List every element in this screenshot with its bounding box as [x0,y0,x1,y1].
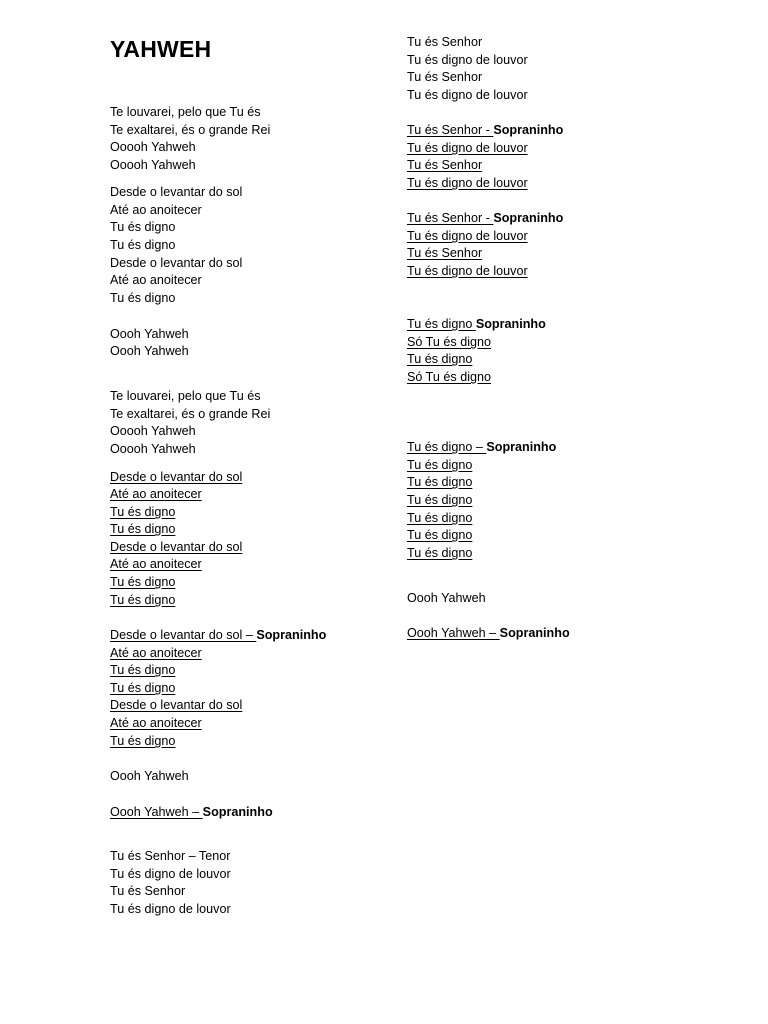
lyric-line [110,539,242,556]
lyric-text: Tu és Senhor [407,35,483,49]
song-title: YAHWEH [110,36,212,62]
lyric-line [110,804,273,821]
lyric-line [110,883,185,900]
lyric-text: Te exaltarei, és o grande Rei [110,407,271,421]
lyric-line [110,680,175,697]
lyric-text: Ooooh Yahweh [110,140,196,154]
lyric-text: Tu és digno [110,593,176,607]
lyric-text: Oooh Yahweh [110,769,189,783]
lyric-text: Tu és digno [110,522,176,536]
lyric-text: Tu és digno [110,734,176,748]
lyric-line [110,627,326,644]
lyric-line [407,439,556,456]
voice-part-label: Sopraninho [256,628,327,642]
lyric-line [110,255,242,272]
lyric-text: Tu és digno [407,317,476,331]
lyric-line [407,69,482,86]
lyric-text: Tu és Senhor [110,884,186,898]
lyric-line [407,590,486,607]
lyric-line [110,157,196,174]
lyric-line [407,510,472,527]
lyric-line [407,157,482,174]
lyric-text: Tu és digno [110,663,176,677]
lyric-line [110,521,175,538]
lyric-line [407,369,491,386]
lyric-text: Tu és Senhor [407,70,483,84]
lyric-text: Tu és Senhor - [407,211,494,225]
lyric-line [407,351,472,368]
lyric-line [407,625,570,642]
lyric-text: Tu és digno [407,352,473,366]
lyric-text: Tu és digno [407,546,473,560]
voice-part-label: Sopraninho [493,211,564,225]
lyric-text: Tu és digno [110,681,176,695]
lyric-line [110,645,202,662]
lyric-line [110,901,231,918]
lyric-text: Tu és digno [407,475,473,489]
lyric-line [110,406,270,423]
lyric-line [110,122,270,139]
lyric-text: Ooooh Yahweh [110,158,196,172]
lyric-line [110,486,202,503]
lyric-line [110,504,175,521]
lyric-text: Desde o levantar do sol [110,256,243,270]
lyric-line [407,474,472,491]
lyric-line [407,122,563,139]
lyric-text: Até ao anoitecer [110,646,202,660]
lyric-text: Ooooh Yahweh [110,424,196,438]
lyric-text: Até ao anoitecer [110,557,202,571]
voice-part-label: Sopraninho [493,123,564,137]
lyric-line [110,139,196,156]
lyric-line [407,52,528,69]
lyric-line [407,457,472,474]
lyric-line [110,272,202,289]
lyric-text: Tu és digno [110,505,176,519]
lyric-text: Oooh Yahweh – [110,805,203,819]
lyric-text: Tu és digno de louvor [110,867,231,881]
lyric-text: Te exaltarei, és o grande Rei [110,123,271,137]
lyric-text: Até ao anoitecer [110,716,202,730]
lyric-text: Até ao anoitecer [110,487,202,501]
lyric-text: Tu és digno [407,511,473,525]
lyric-text: Te louvarei, pelo que Tu és [110,389,261,403]
voice-part-label: Sopraninho [202,805,273,819]
lyric-line [110,768,189,785]
lyric-line [407,492,472,509]
lyric-text: Só Tu és digno [407,335,492,349]
voice-part-label: Sopraninho [475,317,546,331]
lyric-text: Tu és digno de louvor [407,53,528,67]
lyric-text: Até ao anoitecer [110,203,202,217]
lyric-line [110,469,242,486]
lyric-text: Desde o levantar do sol [110,185,243,199]
lyric-text: Oooh Yahweh – [407,626,500,640]
lyric-text: Tu és digno [110,575,176,589]
lyric-line [407,87,528,104]
lyric-text: Oooh Yahweh [110,327,189,341]
lyric-text: Tu és digno [407,458,473,472]
lyric-line [407,140,528,157]
lyric-text: Te louvarei, pelo que Tu és [110,105,261,119]
lyric-text: Desde o levantar do sol [110,698,243,712]
lyric-text: Desde o levantar do sol [110,540,243,554]
lyric-line [110,219,175,236]
lyric-line [110,592,175,609]
lyric-text: Tu és digno de louvor [110,902,231,916]
lyric-text: Tu és digno [110,291,176,305]
lyric-text: Oooh Yahweh [407,591,486,605]
voice-part-label: Sopraninho [486,440,557,454]
lyric-line [407,263,528,280]
lyric-line [110,715,202,732]
lyric-line [110,290,175,307]
lyric-line [407,527,472,544]
lyric-text: Tu és digno [407,493,473,507]
voice-part-label: Sopraninho [499,626,570,640]
lyric-line [110,441,196,458]
lyric-line [110,237,175,254]
lyric-text: Tu és digno – [407,440,487,454]
lyric-line [407,228,528,245]
lyric-line [110,866,231,883]
lyric-line [110,326,189,343]
lyric-text: Tu és digno [407,528,473,542]
lyric-line [110,104,261,121]
lyric-line [407,334,491,351]
lyric-text: Tu és digno de louvor [407,88,528,102]
lyric-text: Só Tu és digno [407,370,492,384]
lyric-line [110,662,175,679]
lyric-text: Tu és digno [110,220,176,234]
lyric-line [407,34,482,51]
lyric-text: Tu és Senhor – Tenor [110,849,231,863]
lyric-text: Tu és digno [110,238,176,252]
lyric-line [407,175,528,192]
lyric-line [110,184,242,201]
lyric-line [407,316,546,333]
lyric-text: Tu és digno de louvor [407,141,528,155]
lyric-text: Desde o levantar do sol [110,470,243,484]
lyric-text: Tu és digno de louvor [407,229,528,243]
lyric-line [110,733,175,750]
lyric-text: Até ao anoitecer [110,273,202,287]
lyric-line [110,423,196,440]
lyric-line [110,202,202,219]
lyric-line [110,848,230,865]
lyric-text: Tu és Senhor [407,158,483,172]
lyric-text: Ooooh Yahweh [110,442,196,456]
lyric-line [110,574,175,591]
lyric-text: Tu és digno de louvor [407,176,528,190]
lyric-line [110,697,242,714]
lyric-text: Oooh Yahweh [110,344,189,358]
lyric-text: Desde o levantar do sol – [110,628,257,642]
lyric-line [407,545,472,562]
lyric-text: Tu és digno de louvor [407,264,528,278]
lyric-line [407,210,563,227]
lyric-line [110,343,189,360]
lyric-text: Tu és Senhor [407,246,483,260]
lyric-line [110,556,202,573]
lyric-line [407,245,482,262]
lyric-text: Tu és Senhor - [407,123,494,137]
lyric-line [110,388,261,405]
